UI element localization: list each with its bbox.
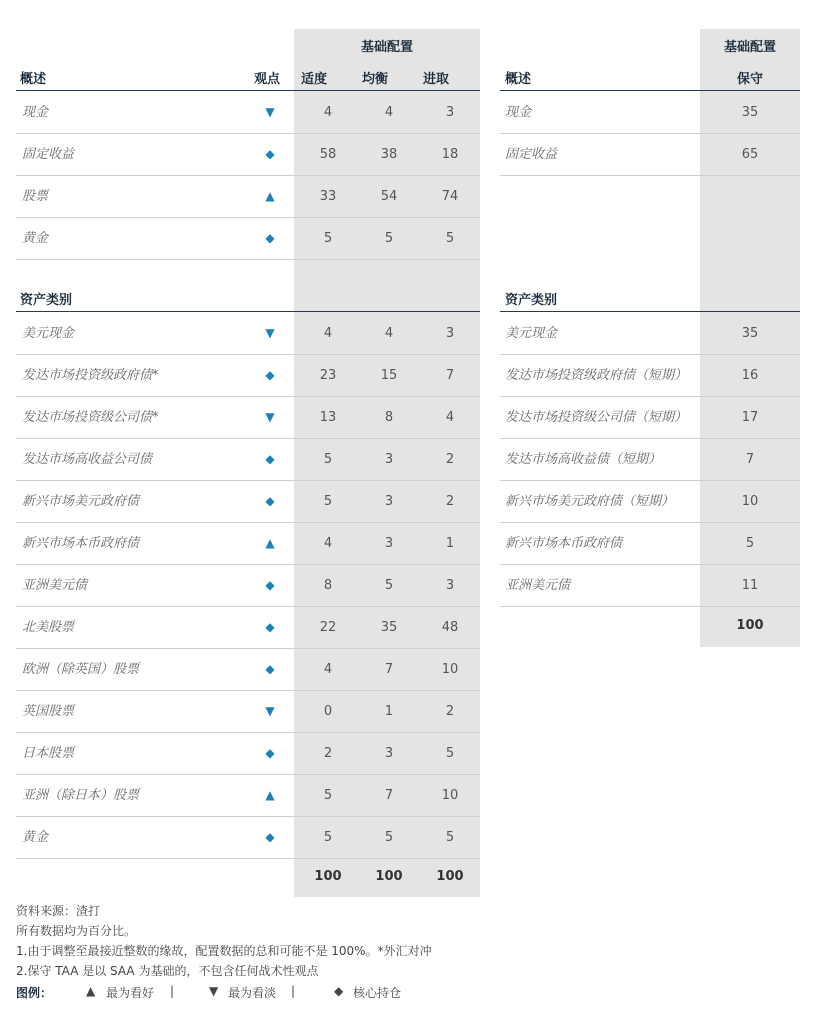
conservative-value: 17 xyxy=(741,410,759,425)
row-label: 发达市场高收益债（短期） xyxy=(505,452,662,467)
moderate-value: 5 xyxy=(323,231,333,246)
row-divider xyxy=(16,259,480,260)
balanced-total: 100 xyxy=(375,869,403,884)
moderate-value: 13 xyxy=(319,410,337,425)
left-header-rule xyxy=(16,90,480,91)
diamond-icon: ◆ xyxy=(334,984,344,998)
moderate-value: 58 xyxy=(319,147,337,162)
row-label: 发达市场投资级政府债（短期） xyxy=(505,368,688,383)
balanced-value: 7 xyxy=(384,788,394,803)
balanced-value: 54 xyxy=(380,189,398,204)
row-label: 发达市场投资级公司债（短期） xyxy=(505,410,688,425)
moderate-value: 4 xyxy=(323,536,333,551)
left-col-overview: 概述 xyxy=(20,72,47,87)
conservative-value: 65 xyxy=(741,147,759,162)
moderate-value: 5 xyxy=(323,494,333,509)
moderate-value: 4 xyxy=(323,326,333,341)
right-col-overview: 概述 xyxy=(505,72,532,87)
row-label: 新兴市场美元政府债 xyxy=(22,494,140,509)
moderate-value: 4 xyxy=(323,105,333,120)
conservative-value: 5 xyxy=(745,536,755,551)
table-row xyxy=(16,439,480,480)
diamond-icon: ◆ xyxy=(265,231,275,245)
right-group-header: 基础配置 xyxy=(723,40,776,55)
table-row xyxy=(500,355,800,396)
aggressive-value: 5 xyxy=(445,746,455,761)
aggressive-value: 5 xyxy=(445,830,455,845)
balanced-value: 5 xyxy=(384,578,394,593)
aggressive-value: 10 xyxy=(441,788,459,803)
balanced-value: 35 xyxy=(380,620,398,635)
left-group-header: 基础配置 xyxy=(360,40,413,55)
moderate-value: 23 xyxy=(319,368,337,383)
aggressive-value: 3 xyxy=(445,326,455,341)
moderate-value: 2 xyxy=(323,746,333,761)
diamond-icon: ◆ xyxy=(265,494,275,508)
table-row xyxy=(16,733,480,774)
table-row xyxy=(16,134,480,175)
table-row xyxy=(500,313,800,354)
row-label: 北美股票 xyxy=(22,620,75,635)
row-label: 日本股票 xyxy=(22,746,75,761)
table-row xyxy=(16,523,480,564)
balanced-value: 4 xyxy=(384,326,394,341)
table-row xyxy=(16,607,480,648)
moderate-value: 22 xyxy=(319,620,337,635)
triangle-down-icon: ▼ xyxy=(265,704,275,718)
table-row xyxy=(16,481,480,522)
balanced-value: 3 xyxy=(384,452,394,467)
rounding-note: 1.由于调整至最接近整数的缘故，配置数据的总和可能不是 100%。*外汇对冲 xyxy=(16,944,432,958)
moderate-value: 5 xyxy=(323,830,333,845)
right-section-title: 资产类别 xyxy=(505,293,558,308)
balanced-value: 5 xyxy=(384,830,394,845)
table-row xyxy=(16,92,480,133)
diamond-icon: ◆ xyxy=(265,662,275,676)
percent-note: 所有数据均为百分比。 xyxy=(16,924,137,938)
aggressive-value: 2 xyxy=(445,452,455,467)
aggressive-value: 2 xyxy=(445,494,455,509)
aggressive-value: 48 xyxy=(441,620,459,635)
table-row xyxy=(16,565,480,606)
table-row xyxy=(16,355,480,396)
row-label: 现金 xyxy=(505,105,532,120)
left-section-title: 资产类别 xyxy=(20,293,73,308)
row-label: 亚洲美元债 xyxy=(505,578,571,593)
row-label: 新兴市场美元政府债（短期） xyxy=(505,494,675,509)
moderate-value: 0 xyxy=(323,704,333,719)
diamond-icon: ◆ xyxy=(265,830,275,844)
row-label: 新兴市场本币政府债 xyxy=(505,536,623,551)
moderate-value: 5 xyxy=(323,788,333,803)
balanced-value: 3 xyxy=(384,494,394,509)
table-row xyxy=(500,439,800,480)
conservative-note: 2.保守 TAA 是以 SAA 为基础的，不包含任何战术性观点 xyxy=(16,964,319,978)
left-col-balanced: 均衡 xyxy=(361,72,388,87)
aggressive-value: 2 xyxy=(445,704,455,719)
balanced-value: 5 xyxy=(384,231,394,246)
triangle-down-icon: ▼ xyxy=(265,105,275,119)
balanced-value: 3 xyxy=(384,746,394,761)
aggressive-value: 5 xyxy=(445,231,455,246)
balanced-value: 15 xyxy=(380,368,398,383)
diamond-icon: ◆ xyxy=(265,452,275,466)
legend-down-label: 最为看淡 xyxy=(228,986,277,1000)
diamond-icon: ◆ xyxy=(265,578,275,592)
balanced-value: 38 xyxy=(380,147,398,162)
row-label: 亚洲美元债 xyxy=(22,578,88,593)
aggressive-value: 7 xyxy=(445,368,455,383)
aggressive-value: 3 xyxy=(445,105,455,120)
triangle-up-icon: ▲ xyxy=(86,984,96,998)
legend-core-label: 核心持仓 xyxy=(353,986,402,1000)
table-row xyxy=(16,176,480,217)
row-label: 黄金 xyxy=(22,830,49,845)
aggressive-value: 3 xyxy=(445,578,455,593)
table-row xyxy=(16,218,480,259)
row-label: 固定收益 xyxy=(505,147,558,162)
row-divider xyxy=(500,175,800,176)
table-row xyxy=(500,481,800,522)
triangle-up-icon: ▲ xyxy=(265,189,275,203)
row-label: 股票 xyxy=(22,189,49,204)
table-row xyxy=(500,565,800,606)
legend-separator: | xyxy=(291,984,296,998)
table-row xyxy=(500,92,800,133)
aggressive-total: 100 xyxy=(436,869,464,884)
aggressive-value: 4 xyxy=(445,410,455,425)
balanced-value: 7 xyxy=(384,662,394,677)
balanced-value: 3 xyxy=(384,536,394,551)
row-label: 现金 xyxy=(22,105,49,120)
table-row xyxy=(16,313,480,354)
row-label: 英国股票 xyxy=(22,704,75,719)
row-label: 黄金 xyxy=(22,231,49,246)
triangle-down-icon: ▼ xyxy=(265,410,275,424)
table-row xyxy=(16,817,480,858)
row-label: 欧洲（除英国）股票 xyxy=(22,662,140,677)
conservative-value: 35 xyxy=(741,105,759,120)
moderate-total: 100 xyxy=(314,869,342,884)
balanced-value: 8 xyxy=(384,410,394,425)
legend-up-label: 最为看好 xyxy=(106,986,155,1000)
diamond-icon: ◆ xyxy=(265,147,275,161)
conservative-value: 35 xyxy=(741,326,759,341)
legend-separator: | xyxy=(170,984,175,998)
table-row xyxy=(500,397,800,438)
diamond-icon: ◆ xyxy=(265,368,275,382)
diamond-icon: ◆ xyxy=(265,620,275,634)
aggressive-value: 1 xyxy=(445,536,455,551)
conservative-value: 10 xyxy=(741,494,759,509)
conservative-total: 100 xyxy=(736,618,764,633)
row-label: 发达市场投资级政府债* xyxy=(22,368,159,383)
table-row xyxy=(500,134,800,175)
right-section-rule xyxy=(500,311,800,312)
source-note: 资料来源：渣打 xyxy=(16,904,101,918)
triangle-down-icon: ▼ xyxy=(209,984,219,998)
right-col-conservative: 保守 xyxy=(736,72,763,87)
legend-title: 图例： xyxy=(16,986,53,1000)
conservative-value: 11 xyxy=(741,578,759,593)
row-label: 固定收益 xyxy=(22,147,75,162)
row-label: 发达市场高收益公司债 xyxy=(22,452,153,467)
aggressive-value: 74 xyxy=(441,189,459,204)
triangle-down-icon: ▼ xyxy=(265,326,275,340)
left-col-aggressive: 进取 xyxy=(422,72,449,87)
table-row xyxy=(16,397,480,438)
row-label: 美元现金 xyxy=(22,326,75,341)
balanced-value: 1 xyxy=(384,704,394,719)
row-label: 美元现金 xyxy=(505,326,558,341)
row-label: 亚洲（除日本）股票 xyxy=(22,788,140,803)
aggressive-value: 10 xyxy=(441,662,459,677)
table-row xyxy=(16,775,480,816)
moderate-value: 8 xyxy=(323,578,333,593)
aggressive-value: 18 xyxy=(441,147,459,162)
table-row xyxy=(16,691,480,732)
table-row xyxy=(16,649,480,690)
diamond-icon: ◆ xyxy=(265,746,275,760)
left-col-view: 观点 xyxy=(254,72,281,87)
conservative-value: 7 xyxy=(745,452,755,467)
right-header-rule xyxy=(500,90,800,91)
balanced-value: 4 xyxy=(384,105,394,120)
triangle-up-icon: ▲ xyxy=(265,788,275,802)
table-row xyxy=(500,523,800,564)
conservative-value: 16 xyxy=(741,368,759,383)
row-label: 发达市场投资级公司债* xyxy=(22,410,159,425)
row-label: 新兴市场本币政府债 xyxy=(22,536,140,551)
moderate-value: 5 xyxy=(323,452,333,467)
moderate-value: 33 xyxy=(319,189,337,204)
triangle-up-icon: ▲ xyxy=(265,536,275,550)
left-section-rule xyxy=(16,311,480,312)
moderate-value: 4 xyxy=(323,662,333,677)
left-col-moderate: 适度 xyxy=(300,72,327,87)
